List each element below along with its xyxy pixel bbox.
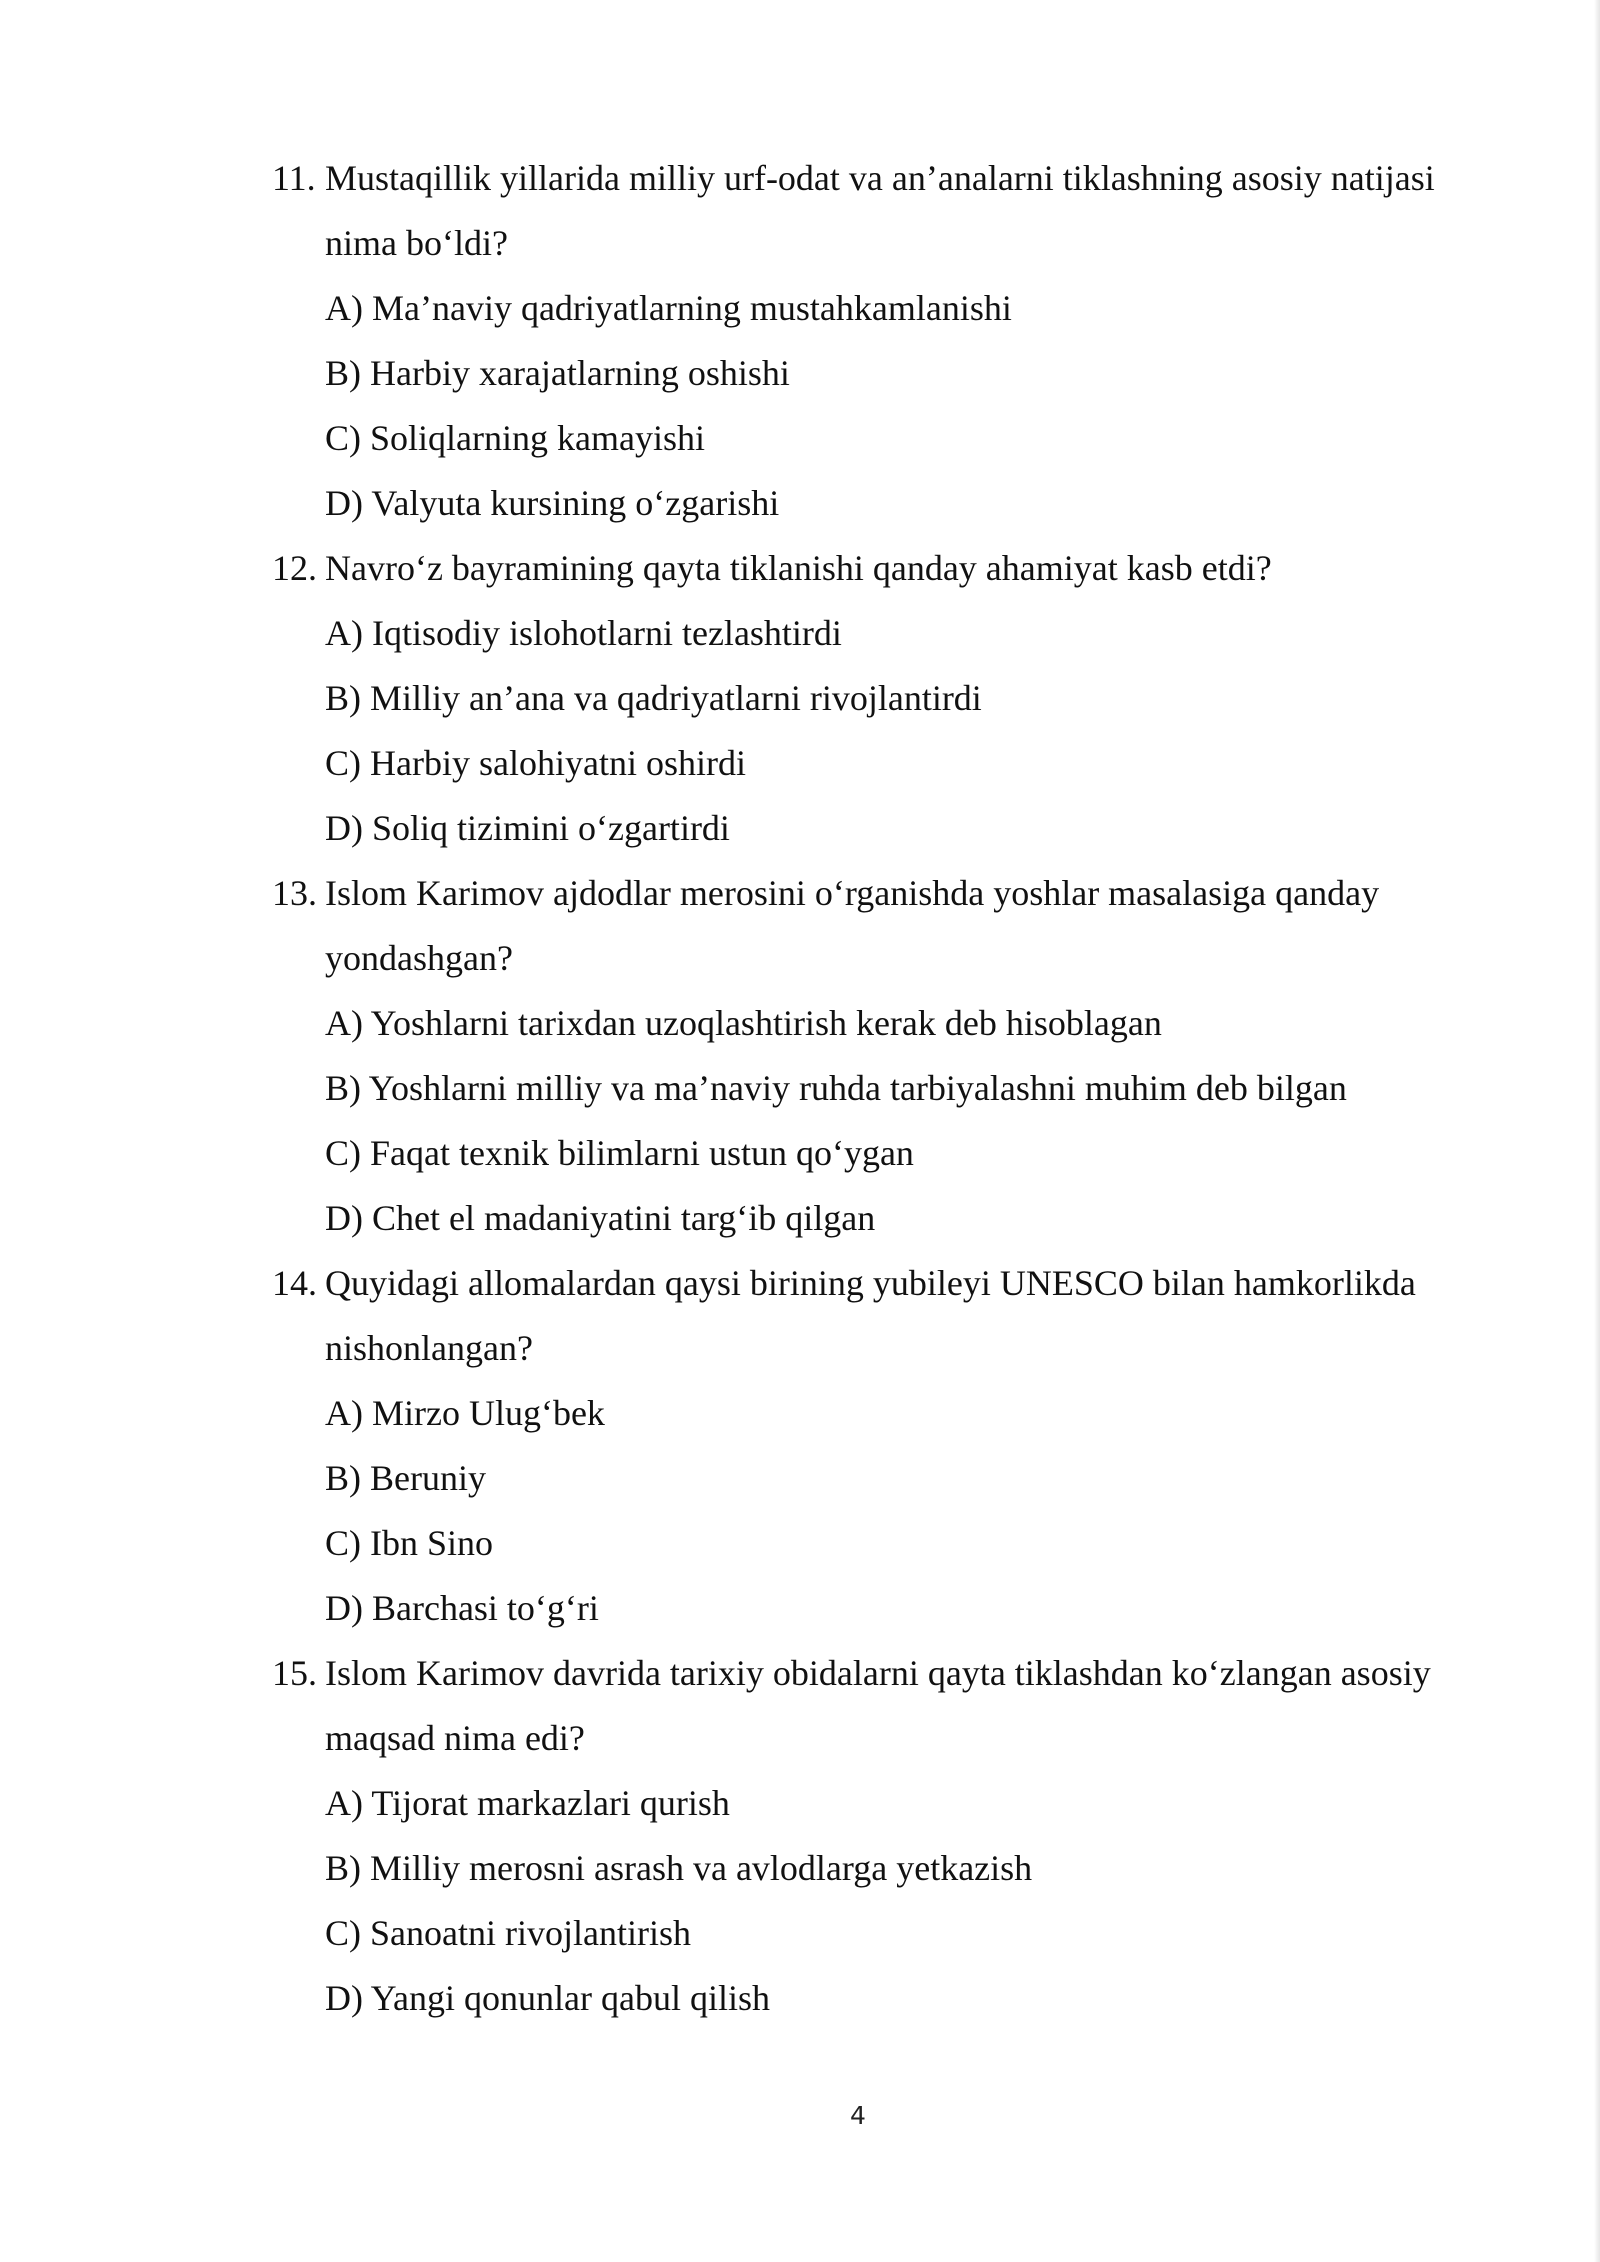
question-number: 12. bbox=[272, 548, 317, 588]
question-text: Mustaqillik yillarida milliy urf-odat va an’analarni tiklashning asosiy natijasi bbox=[325, 158, 1435, 198]
question-11-line-1 bbox=[272, 146, 1492, 211]
page-edge-shadow bbox=[1594, 0, 1600, 2262]
question-list bbox=[272, 146, 1492, 2031]
option-a: A) Tijorat markazlari qurish bbox=[325, 1783, 730, 1823]
question-13 bbox=[272, 861, 1492, 1251]
question-11 bbox=[272, 146, 1492, 536]
question-15 bbox=[272, 1641, 1492, 2031]
question-text: Navro‘z bayramining qayta tiklanishi qanday ahamiyat kasb etdi? bbox=[325, 548, 1272, 588]
option-c: C) Faqat texnik bilimlarni ustun qo‘ygan bbox=[325, 1133, 914, 1173]
option-b: B) Harbiy xarajatlarning oshishi bbox=[325, 353, 790, 393]
question-text-continued: yondashgan? bbox=[325, 938, 513, 978]
question-text: Quyidagi allomalardan qaysi birining yubileyi UNESCO bilan hamkorlikda bbox=[325, 1263, 1416, 1303]
question-number: 11. bbox=[272, 158, 316, 198]
option-c: C) Soliqlarning kamayishi bbox=[325, 418, 705, 458]
option-a: A) Mirzo Ulug‘bek bbox=[325, 1393, 605, 1433]
option-a: A) Yoshlarni tarixdan uzoqlashtirish kerak deb hisoblagan bbox=[325, 1003, 1162, 1043]
option-b: B) Milliy merosni asrash va avlodlarga yetkazish bbox=[325, 1848, 1033, 1888]
option-b: B) Yoshlarni milliy va ma’naviy ruhda tarbiyalashni muhim deb bilgan bbox=[325, 1068, 1347, 1108]
option-d: D) Chet el madaniyatini targ‘ib qilgan bbox=[325, 1198, 876, 1238]
question-text: Islom Karimov davrida tarixiy obidalarni qayta tiklashdan ko‘zlangan asosiy bbox=[325, 1653, 1431, 1693]
question-14-line-1 bbox=[272, 1251, 1492, 1316]
option-a: A) Ma’naviy qadriyatlarning mustahkamlanishi bbox=[325, 288, 1012, 328]
option-d: D) Yangi qonunlar qabul qilish bbox=[325, 1978, 770, 2018]
question-number: 15. bbox=[272, 1653, 317, 1693]
question-text: Islom Karimov ajdodlar merosini o‘rganishda yoshlar masalasiga qanday bbox=[325, 873, 1380, 913]
option-c: C) Harbiy salohiyatni oshirdi bbox=[325, 743, 746, 783]
question-14 bbox=[272, 1251, 1492, 1641]
question-12 bbox=[272, 536, 1492, 861]
option-b: B) Milliy an’ana va qadriyatlarni rivojlantirdi bbox=[325, 678, 982, 718]
question-12-line-1 bbox=[272, 536, 1492, 601]
option-d: D) Soliq tizimini o‘zgartirdi bbox=[325, 808, 730, 848]
question-text-continued: nima bo‘ldi? bbox=[325, 223, 508, 263]
page-number: 4 bbox=[850, 2101, 866, 2130]
question-13-line-1 bbox=[272, 861, 1492, 926]
question-number: 13. bbox=[272, 873, 317, 913]
question-number: 14. bbox=[272, 1263, 317, 1303]
question-text-continued: maqsad nima edi? bbox=[325, 1718, 585, 1758]
option-a: A) Iqtisodiy islohotlarni tezlashtirdi bbox=[325, 613, 842, 653]
option-b: B) Beruniy bbox=[325, 1458, 486, 1498]
option-d: D) Valyuta kursining o‘zgarishi bbox=[325, 483, 780, 523]
question-text-continued: nishonlangan? bbox=[325, 1328, 533, 1368]
option-c: C) Sanoatni rivojlantirish bbox=[325, 1913, 691, 1953]
question-15-line-1 bbox=[272, 1641, 1492, 1706]
option-d: D) Barchasi to‘g‘ri bbox=[325, 1588, 599, 1628]
option-c: C) Ibn Sino bbox=[325, 1523, 494, 1563]
